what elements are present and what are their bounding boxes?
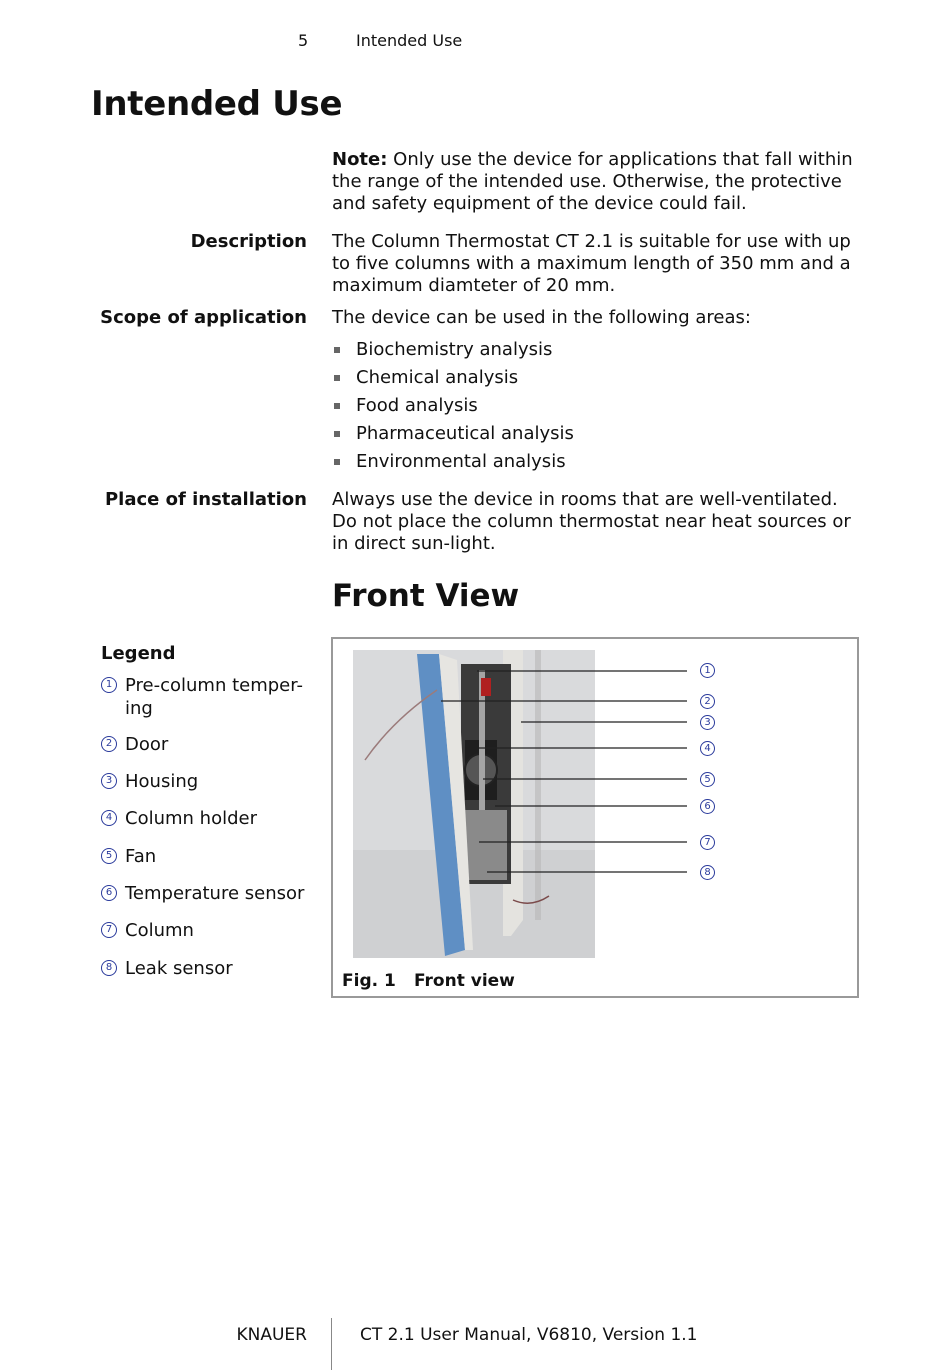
legend-label: Fan bbox=[125, 846, 157, 867]
installation-label: Place of installation bbox=[104, 489, 307, 510]
legend-number: 4 bbox=[101, 810, 117, 826]
list-item: Pharmaceutical analysis bbox=[332, 422, 574, 450]
list-item: Food analysis bbox=[332, 394, 574, 422]
description-text: The Column Thermostat CT 2.1 is suitable for use with up to five columns with a maximum length of 350 mm and a maximum diamteter of 20 mm. bbox=[332, 231, 851, 296]
footer-company: KNAUER bbox=[236, 1325, 307, 1345]
list-item: Environmental analysis bbox=[332, 450, 574, 478]
footer-document-info: CT 2.1 User Manual, V6810, Version 1.1 bbox=[360, 1325, 698, 1345]
legend-number: 6 bbox=[101, 885, 117, 901]
legend-number: 8 bbox=[101, 960, 117, 976]
legend-title: Legend bbox=[101, 643, 176, 664]
legend-label: Door bbox=[125, 734, 169, 755]
legend-label: Temperature sensor bbox=[125, 883, 305, 904]
bullet-square-icon bbox=[334, 375, 340, 381]
figure-caption-text: Front view bbox=[414, 971, 515, 991]
legend-number: 2 bbox=[101, 736, 117, 752]
callout-leader-lines bbox=[353, 650, 733, 890]
section-heading-front-view: Front View bbox=[332, 578, 520, 614]
note-text: Only use the device for applications that fall within the range of the intended use. Otherwise, the protective and safety equipment of the device could fail. bbox=[332, 149, 853, 214]
installation-text: Always use the device in rooms that are well-ventilated. Do not place the column thermostat near heat sources or in direct sun-light. bbox=[332, 489, 851, 554]
note-label: Note: bbox=[332, 149, 388, 170]
figure-caption bbox=[342, 971, 515, 991]
running-title: Intended Use bbox=[356, 31, 463, 50]
footer-divider bbox=[331, 1318, 332, 1370]
legend-number: 3 bbox=[101, 773, 117, 789]
description-label: Description bbox=[190, 231, 307, 252]
page-number: 5 bbox=[298, 31, 309, 50]
application-areas-list bbox=[332, 338, 574, 478]
legend-number: 7 bbox=[101, 922, 117, 938]
list-item: Biochemistry analysis bbox=[332, 338, 574, 366]
legend-label: Column bbox=[125, 920, 194, 941]
note-paragraph bbox=[332, 149, 864, 215]
scope-intro: The device can be used in the following areas: bbox=[332, 307, 751, 328]
bullet-square-icon bbox=[334, 431, 340, 437]
list-item: Chemical analysis bbox=[332, 366, 574, 394]
legend-label: Column holder bbox=[125, 808, 257, 829]
bullet-square-icon bbox=[334, 347, 340, 353]
legend-label: Leak sensor bbox=[125, 958, 233, 979]
figure-number: Fig. 1 bbox=[342, 971, 396, 991]
bullet-square-icon bbox=[334, 459, 340, 465]
scope-label: Scope of application bbox=[100, 307, 307, 328]
legend-number: 5 bbox=[101, 848, 117, 864]
legend-label: Housing bbox=[125, 771, 199, 792]
bullet-square-icon bbox=[334, 403, 340, 409]
page-title: Intended Use bbox=[91, 84, 343, 124]
legend-number: 1 bbox=[101, 677, 117, 693]
legend-label: Pre-column temper- ing bbox=[125, 675, 304, 719]
